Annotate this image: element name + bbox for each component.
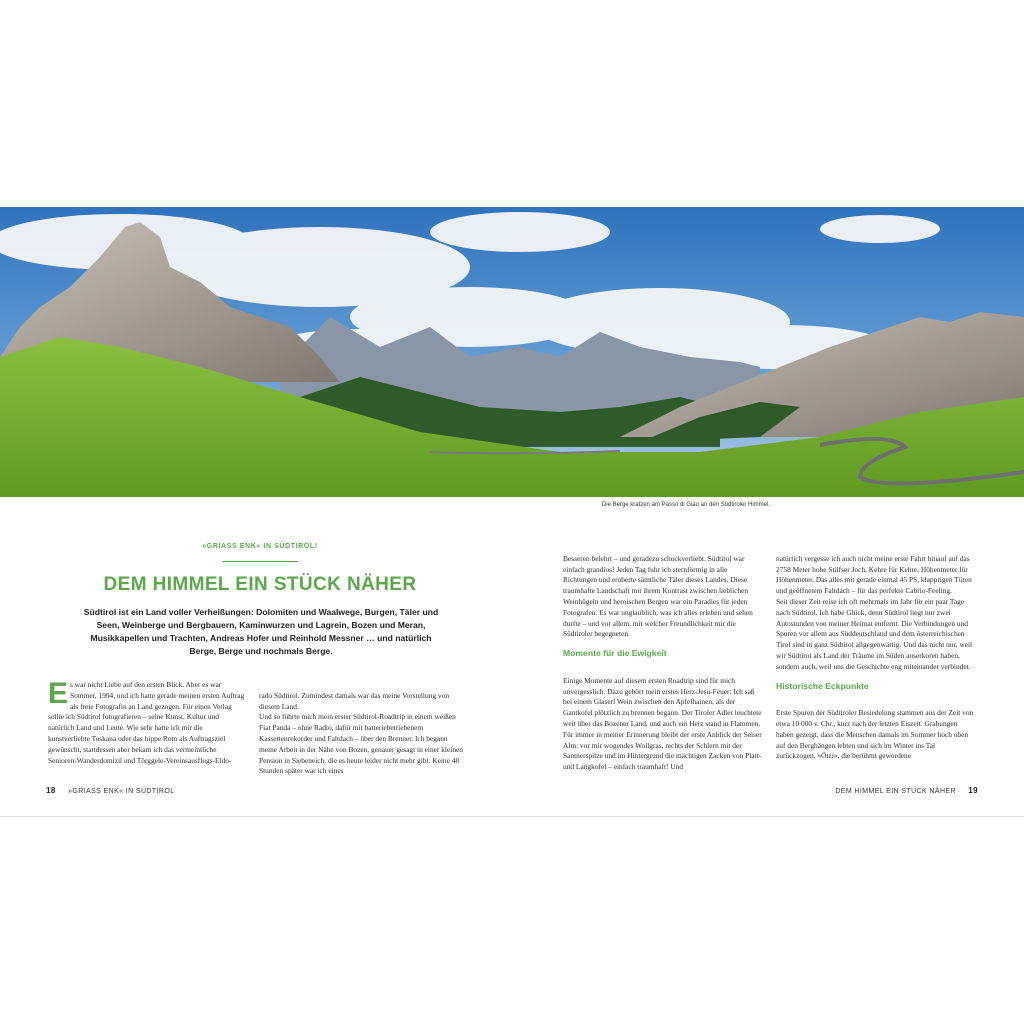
left-page-number: 18 [46,786,56,795]
right-page-number: 19 [968,786,978,795]
column-2-text: rado Südtirol. Zumindest damals war das meine Vorstellung von diesem Land. Und so führte mich mein erster Südtirol-Roadtrip in einem weißen Fiat Panda – ohne Radio, dafür mit batteriebetriebenem Kassettenrekorder und Faltdach – über den Brenner. Ich begann meine Arbeit in der Nähe von Bozen, genauer gesagt in einer kleinen Pension in Siebeneich, die es heute leider nicht mehr gibt. Keine 48 Stunden später war ich eines [259,690,463,776]
right-running-head: DEM HIMMEL EIN STÜCK NÄHER [835,788,956,795]
text-column-2 [259,680,464,777]
right-folio [835,786,978,795]
column-3-text-b: Einige Momente auf diesem ersten Roadtrip sind für mich unvergesslich. Dazu gehört mein erstes Herz-Jesu-Feuer: Ich saß bei einem Glaserl Wein zwischen den Apfelhainen, als der Gantkofel plötzlich zu brennen begann. Der Tiroler Adler leuchtete weit über das Bozener Land, und auch ein Herz stand in Flammen. Für immer in meiner Erinnerung bleibt der erste Anblick der Seiser Alm: vor mir wogendes Wollgras, rechts der Schlern mit der Santnerspitze und im Hintergrund die mächtigen Zacken von Platt- und Langkofel – einfach traumhaft! Und [563,675,762,772]
chapter-title: DEM HIMMEL EIN STÜCK NÄHER [103,574,417,595]
photo-caption: Die Berge kratzen am Passo di Giau an den Südtiroler Himmel. [601,502,770,508]
column-4-text-a: natürlich vergesse ich auch nicht meine erste Fahrt hinauf auf das 2758 Meter hohe Stilfser Joch, Kehre für Kehre, Höhenmeter für Höhenmeter. Das alles mit gerade einmal 45 PS, klapprigen Türen und geöffnetem Faltdach – für das perfekte Cabrio-Feeling. Seit dieser Zeit reise ich oft mehrmals im Jahr für ein paar Tage nach Südtirol. Ich habe Glück, denn Südtirol liegt nur zwei Autostunden von meiner Heimat entfernt. Die Verbindungen und Spuren vor allem aus Süddeutschland und dem österreichischen Tirol sind in ganz Südtirol allgegenwärtig. Und das nicht nur, weil wir Südtirol als Land der Träume im Süden auserkoren haben, sondern auch, weil uns die Geschichte eng miteinander verbindet. [776,553,973,671]
subhead-history: Historische Eckpunkte [776,680,869,691]
text-column-1 [48,677,246,766]
left-folio [46,786,175,795]
column-1-text: s war nicht Liebe auf den ersten Blick. Aber es war Sommer, 1994, und ich hatte gerade meinen ersten Auftrag als freie Fotografin an Land gezogen. Für einen Verlag sollte ich Südtirol fotografieren – seine Kunst, Kultur und natürlich Land und Leute. Wie sehr hatte ich mir die kunstverliebte Toskana oder das hippe Rom als Auftragsziel gewünscht, stattdessen aber bekam ich das vermeintliche Senioren-Wanderdomizil und Törggele-Vereinsausflugs-Eldo- [48,680,245,765]
subhead-moments: Momente für die Ewigkeit [563,648,667,659]
section-kicker: »GRIASS ENK« IN SÜDTIROL! [202,543,318,550]
kicker-rule [222,561,298,562]
drop-cap: E [48,677,69,710]
left-running-head: »GRIASS ENK« IN SÜDTIROL [68,788,175,795]
column-3-text-a: Besseren belehrt – und geradezu schockverliebt. Südtirol war einfach grandios! Jeden Tag fuhr ich sternförmig in alle Richtungen und eroberte sämtliche Täler dieses Landes. Diese traumhafte Landschaft mit ihrem Kontrast zwischen lieblichen Weinhügeln und heroischen Bergen war ein Paradies für jeden Fotografen. Es war unglaublich, was ich alles erleben und sehen durfte – und vor allem, mit welcher Freundlichkeit mir die Südtiroler begegneten. [563,553,753,639]
text-column-3 [563,543,763,773]
lead-paragraph: Südtirol ist ein Land voller Verheißungen: Dolomiten und Waalwege, Burgen, Täler und Seen, Weinberge und Bergbauern, Kaminwurzen und Lagrein, Bozen und Meran, Musikkapellen und Trachten, Andreas Hofer und Reinhold Messner … und natürlich Berge, Berge und nochmals Berge. [83,607,439,657]
column-4-text-b: Erste Spuren der Südtiroler Besiedelung stammen aus der Zeit von etwa 10 000 v. Chr., kurz nach der letzten Eiszeit. Grabungen haben gezeigt, dass die Menschen damals im Sommer hoch oben auf den Berghängen lebten und sich im Winter ins Tal zurückzogen. »Ötzi«, die berühmt gewordene [776,708,974,761]
panorama-photo [0,207,1024,497]
text-column-4 [776,543,976,762]
